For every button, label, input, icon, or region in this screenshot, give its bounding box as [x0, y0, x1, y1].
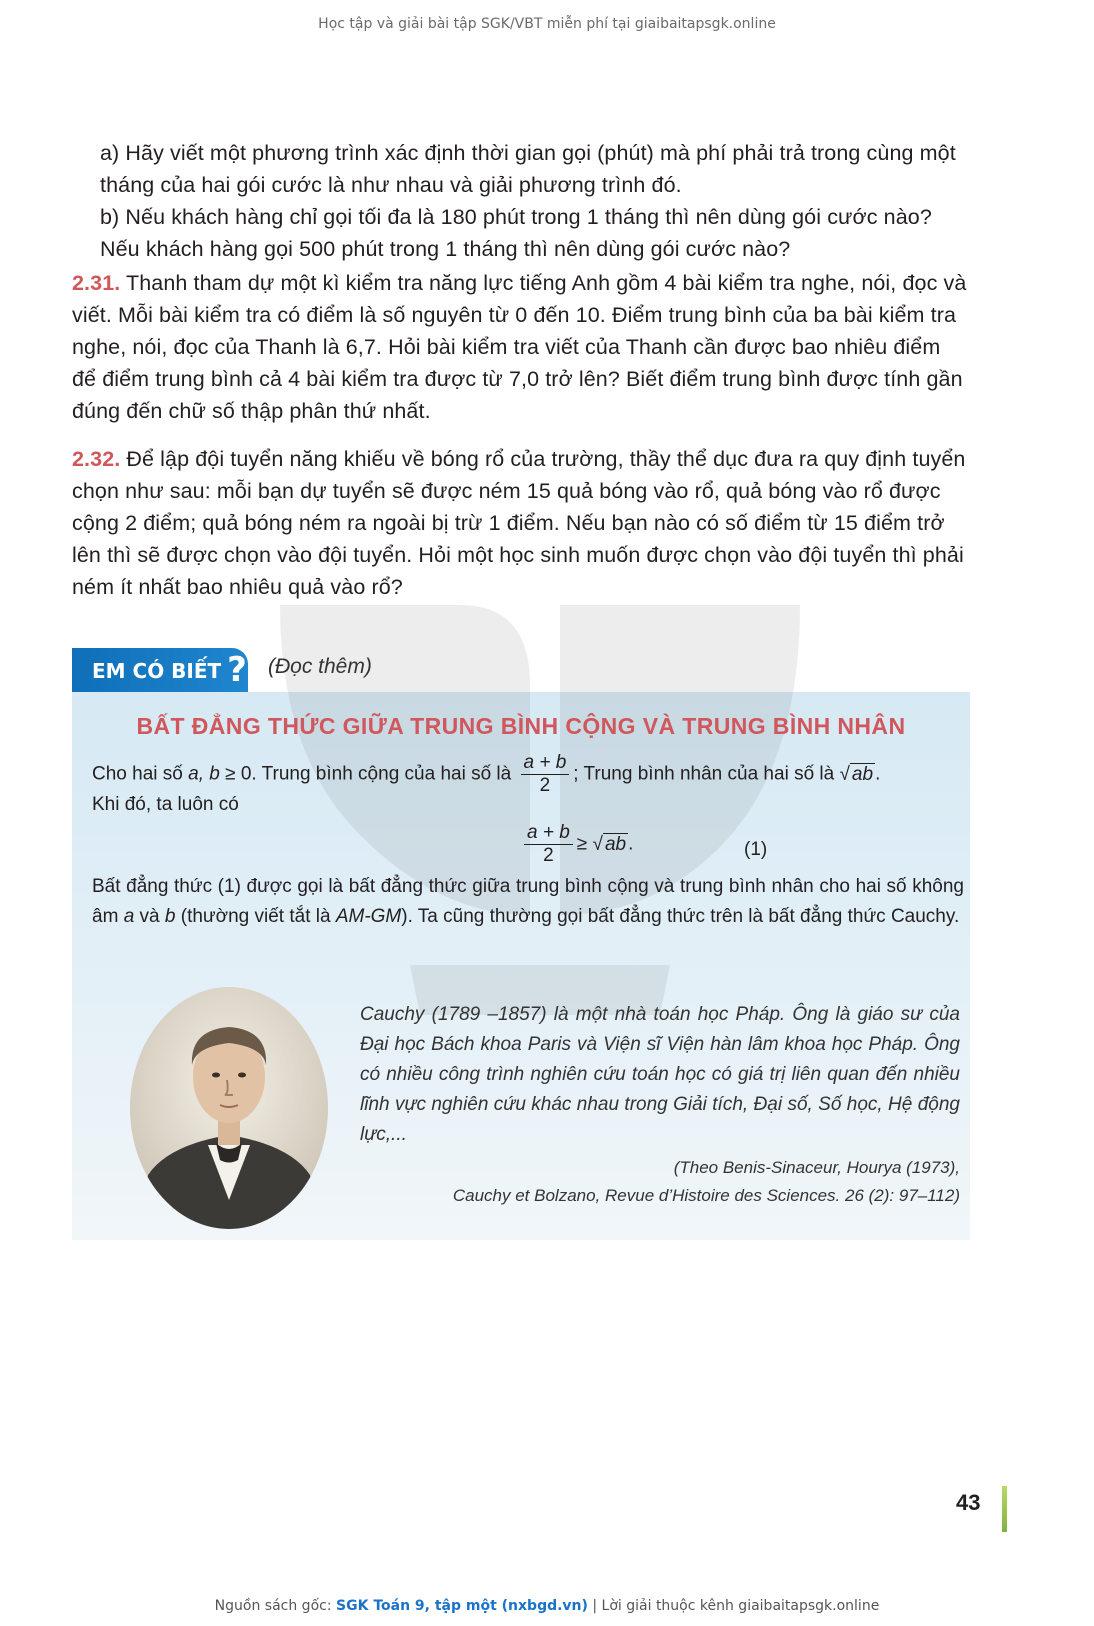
am-gm-inequality: [520, 822, 633, 867]
am-gm-abbr: AM-GM: [335, 906, 402, 927]
sqrt-symbol: √: [839, 763, 850, 785]
problem-part-a: a) Hãy viết một phương trình xác định thời gian gọi (phút) mà phí phải trả trong cùng một tháng của hai gói cước là như nhau và giải phương trình đó.: [100, 141, 956, 197]
fraction-denominator: 2: [543, 845, 554, 866]
page-number: 43: [956, 1490, 981, 1515]
box-title: BẤT ĐẲNG THỨC GIỮA TRUNG BÌNH CỘNG VÀ TRUNG BÌNH NHÂN: [136, 713, 906, 739]
intro-period: .: [875, 763, 881, 785]
ge-symbol: ≥: [576, 833, 588, 855]
bio-text: Cauchy (1789 –1857) là một nhà toán học Pháp. Ông là giáo sư của Đại học Bách khoa Paris và Viện sĩ Viện hàn lâm khoa học Pháp. Ông có nhiều công trình nghiên cứu toán học có giá trị liên quan đến nhiều lĩnh vực nghiên cứu khác nhau trong Giải tích, Đại số, Số học, Hệ động lực,...: [360, 1004, 960, 1145]
publisher-logo-watermark: [260, 585, 820, 1035]
footer-note: [0, 1598, 1094, 1614]
equation-label: (1): [744, 839, 768, 860]
problem-part-b: b) Nếu khách hàng chỉ gọi tối đa là 180 phút trong 1 tháng thì nên dùng gói cước nào? Nếu khách hàng gọi 500 phút trong 1 tháng thì nên dùng gói cước nào?: [100, 205, 932, 261]
exercise-text: Để lập đội tuyển năng khiếu về bóng rổ của trường, thầy thể dục đưa ra quy định tuyển chọn như sau: mỗi bạn dự tuyển sẽ được ném 15 quả bóng vào rổ, quả bóng vào rổ được cộng 2 điểm; quả bóng ném ra ngoài bị trừ 1 điểm. Nếu bạn nào có số điểm từ 15 điểm trở lên thì sẽ được chọn vào đội tuyển. Hỏi một học sinh muốn được chọn vào đội tuyển thì phải ném ít nhất bao nhiêu quả vào rổ?: [72, 447, 966, 599]
var-b: b: [164, 906, 176, 927]
source-line-1: (Theo Benis-Sinaceur, Hourya (1973),: [673, 1158, 960, 1177]
inequality-description: [92, 872, 964, 932]
intro-text: ; Trung bình nhân của hai số là: [573, 763, 840, 785]
cauchy-biography: [360, 1000, 960, 1210]
inequality-period: .: [628, 833, 634, 855]
exercise-number: 2.32.: [72, 447, 121, 471]
var-a: a: [123, 906, 135, 927]
exercise-number: 2.31.: [72, 271, 121, 295]
footer-book-link[interactable]: SGK Toán 9, tập một (nxbgd.vn): [336, 1598, 588, 1614]
sqrt-expression: [839, 760, 875, 790]
desc-text: và: [134, 906, 165, 927]
intro-vars: a, b: [188, 763, 220, 785]
fraction-denominator: 2: [539, 775, 551, 796]
sqrt-expression: [593, 830, 629, 860]
read-more-label: (Đọc thêm): [268, 655, 372, 678]
header-note: Học tập và giải bài tập SGK/VBT miễn phí tại giaibaitapsgk.online: [318, 16, 776, 32]
em-co-biet-tab: [72, 648, 248, 692]
exercise-2-31: [72, 267, 970, 427]
tab-label: EM CÓ BIẾT: [92, 659, 222, 683]
fraction-numerator: a + b: [524, 822, 573, 845]
intro-text: Cho hai số: [92, 763, 189, 785]
mean-fraction: [521, 752, 570, 797]
footer-suffix: | Lời giải thuộc kênh giaibaitapsgk.online: [587, 1598, 880, 1614]
sqrt-argument: ab: [851, 763, 874, 785]
cauchy-portrait: [128, 985, 330, 1231]
mean-fraction: [524, 822, 573, 867]
exercise-text: Thanh tham dự một kì kiểm tra năng lực tiếng Anh gồm 4 bài kiểm tra nghe, nói, đọc và viết. Mỗi bài kiểm tra có điểm là số nguyên từ 0 đến 10. Điểm trung bình của ba bài kiểm tra nghe, nói, đọc của Thanh là 6,7. Hỏi bài kiểm tra viết của Thanh cần được bao nhiêu điểm để điểm trung bình cả 4 bài kiểm tra được từ 7,0 trở lên? Biết điểm trung bình được tính gần đúng đến chữ số thập phân thứ nhất.: [72, 271, 967, 423]
page-number-bar: [1002, 1486, 1007, 1532]
desc-text: ). Ta cũng thường gọi bất đẳng thức trên là bất đẳng thức Cauchy.: [401, 906, 960, 927]
exercise-2-32: [72, 443, 970, 603]
sqrt-symbol: √: [592, 833, 603, 855]
intro-line-2: Khi đó, ta luôn có: [92, 794, 239, 815]
desc-text: Bất đẳng thức (1) được gọi là bất đẳng thức giữa trung bình cộng và trung bình nhân cho hai số không âm: [92, 876, 964, 927]
question-mark-icon: ?: [227, 650, 247, 690]
footer-prefix: Nguồn sách gốc:: [214, 1598, 337, 1614]
source-line-2: Cauchy et Bolzano, Revue d’Histoire des Sciences. 26 (2): 97–112): [452, 1186, 960, 1205]
fraction-numerator: a + b: [521, 752, 570, 775]
desc-text: (thường viết tắt là: [175, 906, 336, 927]
sqrt-argument: ab: [604, 833, 627, 855]
intro-text: ≥ 0. Trung bình cộng của hai số là: [219, 763, 517, 785]
